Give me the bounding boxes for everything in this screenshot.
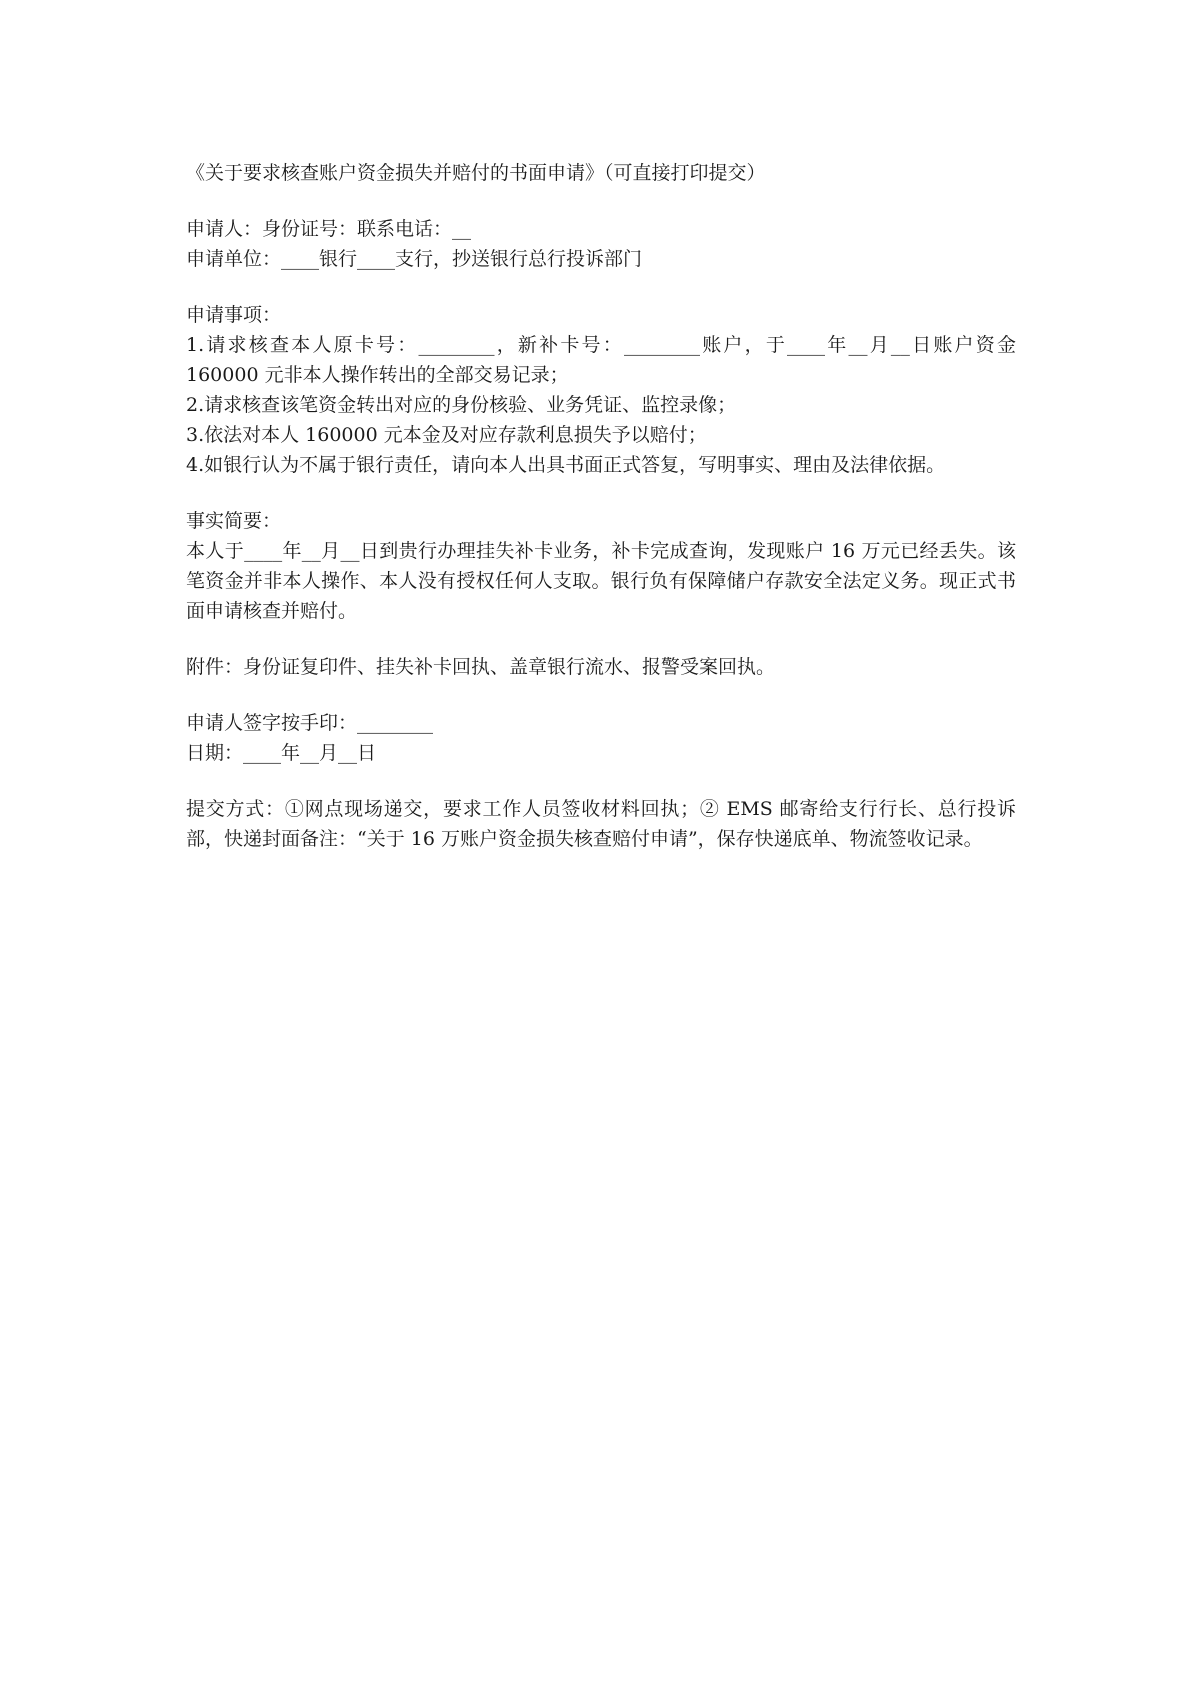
facts-heading: 事实简要： bbox=[186, 510, 282, 532]
spacer bbox=[186, 188, 1016, 214]
spacer bbox=[186, 768, 1016, 794]
matter-item-3: 3.依法对本人 160000 元本金及对应存款利息损失予以赔付； bbox=[186, 424, 707, 446]
matter-item-1: 1.请求核查本人原卡号：________，新补卡号：________账户，于____年__月__日账户资金 160000 元非本人操作转出的全部交易记录； bbox=[186, 334, 1016, 386]
attachments-line: 附件：身份证复印件、挂失补卡回执、盖章银行流水、报警受案回执。 bbox=[186, 656, 776, 678]
spacer bbox=[186, 682, 1016, 708]
signature-line: 申请人签字按手印：________ bbox=[186, 712, 434, 734]
spacer bbox=[186, 626, 1016, 652]
applicant-line: 申请人：身份证号：联系电话：__ bbox=[186, 218, 472, 240]
unit-line: 申请单位：____银行____支行，抄送银行总行投诉部门 bbox=[186, 248, 643, 270]
matter-item-2: 2.请求核查该笔资金转出对应的身份核验、业务凭证、监控录像； bbox=[186, 394, 737, 416]
spacer bbox=[186, 274, 1016, 300]
spacer bbox=[186, 480, 1016, 506]
date-line: 日期：____年__月__日 bbox=[186, 742, 377, 764]
facts-body: 本人于____年__月__日到贵行办理挂失补卡业务，补卡完成查询，发现账户 16 万元已经丢失。该笔资金并非本人操作、本人没有授权任何人支取。银行负有保障储户存款安全法定义务。现正式书面申请核查并赔付。 bbox=[186, 540, 1016, 622]
matter-item-4: 4.如银行认为不属于银行责任，请向本人出具书面正式答复，写明事实、理由及法律依据。 bbox=[186, 454, 946, 476]
submission-method: 提交方式：①网点现场递交，要求工作人员签收材料回执；② EMS 邮寄给支行行长、总行投诉部，快递封面备注：“关于 16 万账户资金损失核查赔付申请”，保存快递底单、物流签收记录。 bbox=[186, 798, 1016, 850]
matters-heading: 申请事项： bbox=[186, 304, 282, 326]
document-title: 《关于要求核查账户资金损失并赔付的书面申请》（可直接打印提交） bbox=[186, 162, 766, 184]
document-page bbox=[186, 158, 1016, 854]
